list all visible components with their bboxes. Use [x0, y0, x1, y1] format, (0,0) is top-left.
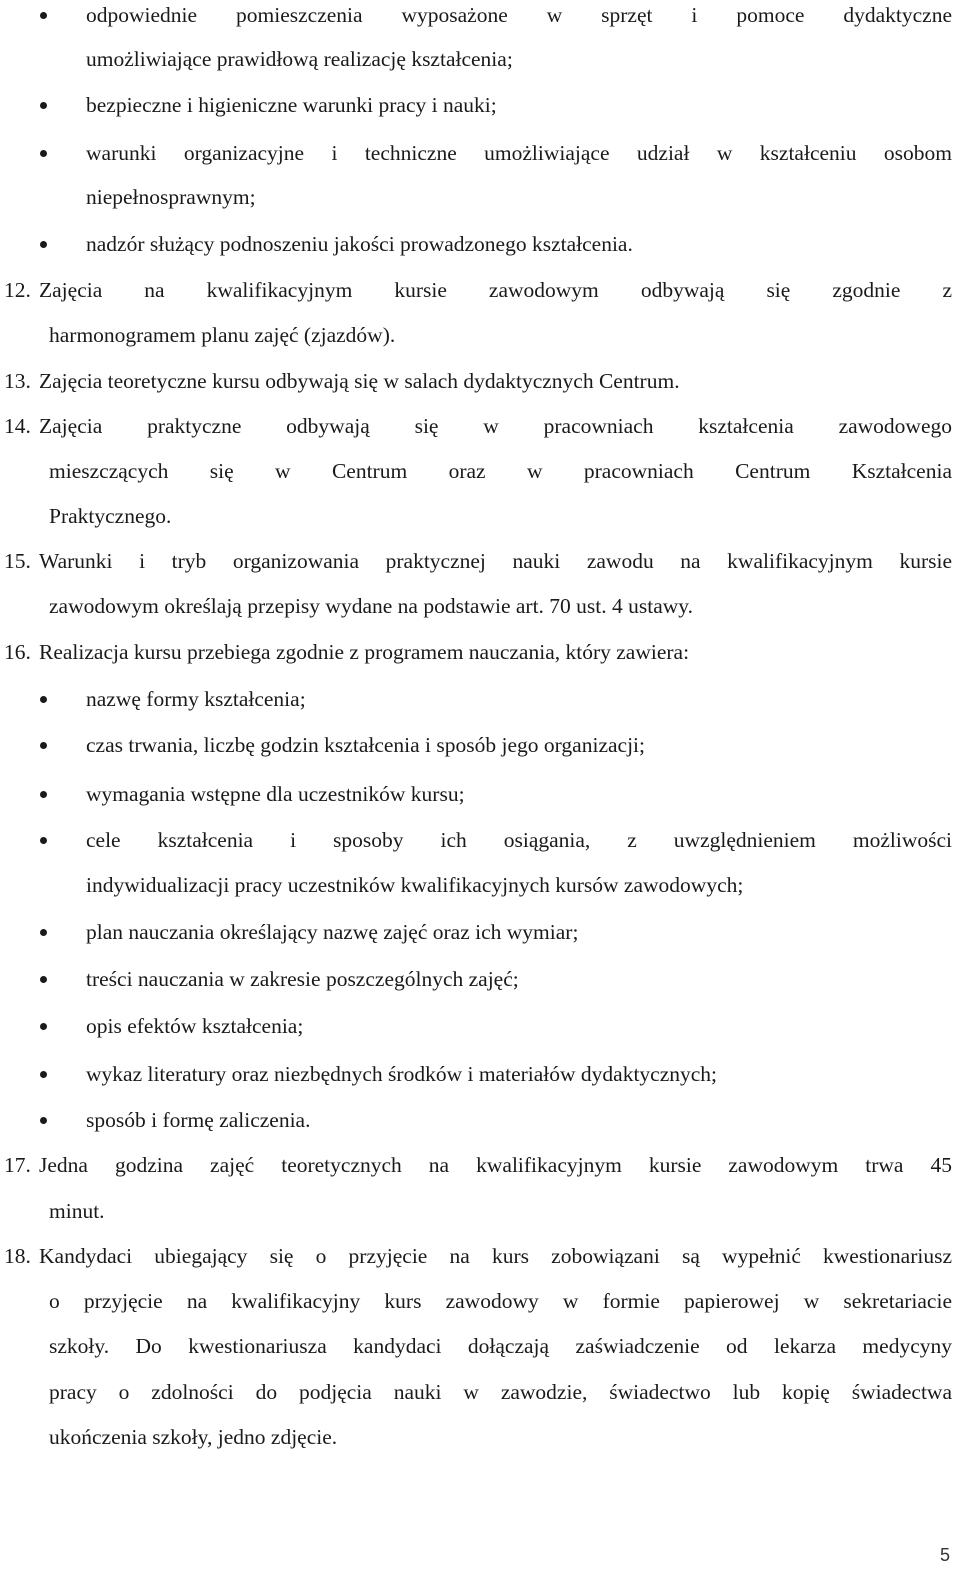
list-item-line: niepełnosprawnym; — [86, 185, 256, 209]
list-item-line: nadzór służący podnoszeniu jakości prowadzonego kształcenia. — [86, 232, 633, 256]
item-line: Praktycznego. — [49, 504, 172, 528]
item-line: Realizacja kursu przebiega zgodnie z programem nauczania, który zawiera: — [39, 640, 690, 664]
item-line: Zajęcia na kwalifikacyjnym kursie zawodowym odbywają się zgodnie z — [39, 278, 952, 302]
list-item-line: czas trwania, liczbę godzin kształcenia i sposób jego organizacji; — [86, 733, 645, 757]
list-item-line: cele kształcenia i sposoby ich osiągania, z uwzględnieniem możliwości — [86, 828, 952, 852]
page-number: 5 — [939, 1545, 950, 1565]
item-number: 13. — [4, 369, 31, 393]
item-number: 17. — [4, 1153, 31, 1177]
item-line: Zajęcia teoretyczne kursu odbywają się w salach dydaktycznych Centrum. — [39, 369, 680, 393]
list-item-line: nazwę formy kształcenia; — [86, 687, 306, 711]
list-item-line: wymagania wstępne dla uczestników kursu; — [86, 782, 465, 806]
item-line: zawodowym określają przepisy wydane na podstawie art. 70 ust. 4 ustawy. — [49, 594, 694, 618]
item-number: 12. — [4, 278, 31, 302]
list-item-line: odpowiednie pomieszczenia wyposażone w sprzęt i pomoce dydaktyczne — [86, 3, 952, 27]
item-line: Zajęcia praktyczne odbywają się w pracowniach kształcenia zawodowego — [39, 414, 952, 438]
item-line: pracy o zdolności do podjęcia nauki w zawodzie, świadectwo lub kopię świadectwa — [49, 1380, 952, 1404]
item-number: 15. — [4, 549, 31, 573]
item-line: Warunki i tryb organizowania praktycznej nauki zawodu na kwalifikacyjnym kursie — [39, 549, 952, 573]
item-number: 16. — [4, 640, 31, 664]
list-item-line: indywidualizacji pracy uczestników kwalifikacyjnych kursów zawodowych; — [86, 873, 744, 897]
list-item-line: plan nauczania określający nazwę zajęć oraz ich wymiar; — [86, 920, 579, 944]
item-line: szkoły. Do kwestionariusza kandydaci dołączają zaświadczenie od lekarza medycyny — [49, 1334, 952, 1358]
item-line: o przyjęcie na kwalifikacyjny kurs zawodowy w formie papierowej w sekretariacie — [49, 1289, 952, 1313]
item-line: Jedna godzina zajęć teoretycznych na kwalifikacyjnym kursie zawodowym trwa 45 — [39, 1153, 952, 1177]
item-line: ukończenia szkoły, jedno zdjęcie. — [49, 1425, 338, 1449]
item-line: mieszczących się w Centrum oraz w pracowniach Centrum Kształcenia — [49, 459, 952, 483]
item-number: 18. — [4, 1244, 31, 1268]
item-line: minut. — [49, 1199, 105, 1223]
list-item-line: opis efektów kształcenia; — [86, 1014, 304, 1038]
list-item-line: sposób i formę zaliczenia. — [86, 1108, 311, 1132]
list-item-line: warunki organizacyjne i techniczne umożliwiające udział w kształceniu osobom — [86, 141, 952, 165]
list-item-line: wykaz literatury oraz niezbędnych środków i materiałów dydaktycznych; — [86, 1062, 718, 1086]
item-number: 14. — [4, 414, 31, 438]
list-item-line: treści nauczania w zakresie poszczególnych zajęć; — [86, 967, 519, 991]
list-item-line: bezpieczne i higieniczne warunki pracy i nauki; — [86, 93, 497, 117]
list-item-line: umożliwiające prawidłową realizację kształcenia; — [86, 47, 513, 71]
item-line: Kandydaci ubiegający się o przyjęcie na kurs zobowiązani są wypełnić kwestionariusz — [39, 1244, 952, 1268]
item-line: harmonogramem planu zajęć (zjazdów). — [49, 323, 396, 347]
